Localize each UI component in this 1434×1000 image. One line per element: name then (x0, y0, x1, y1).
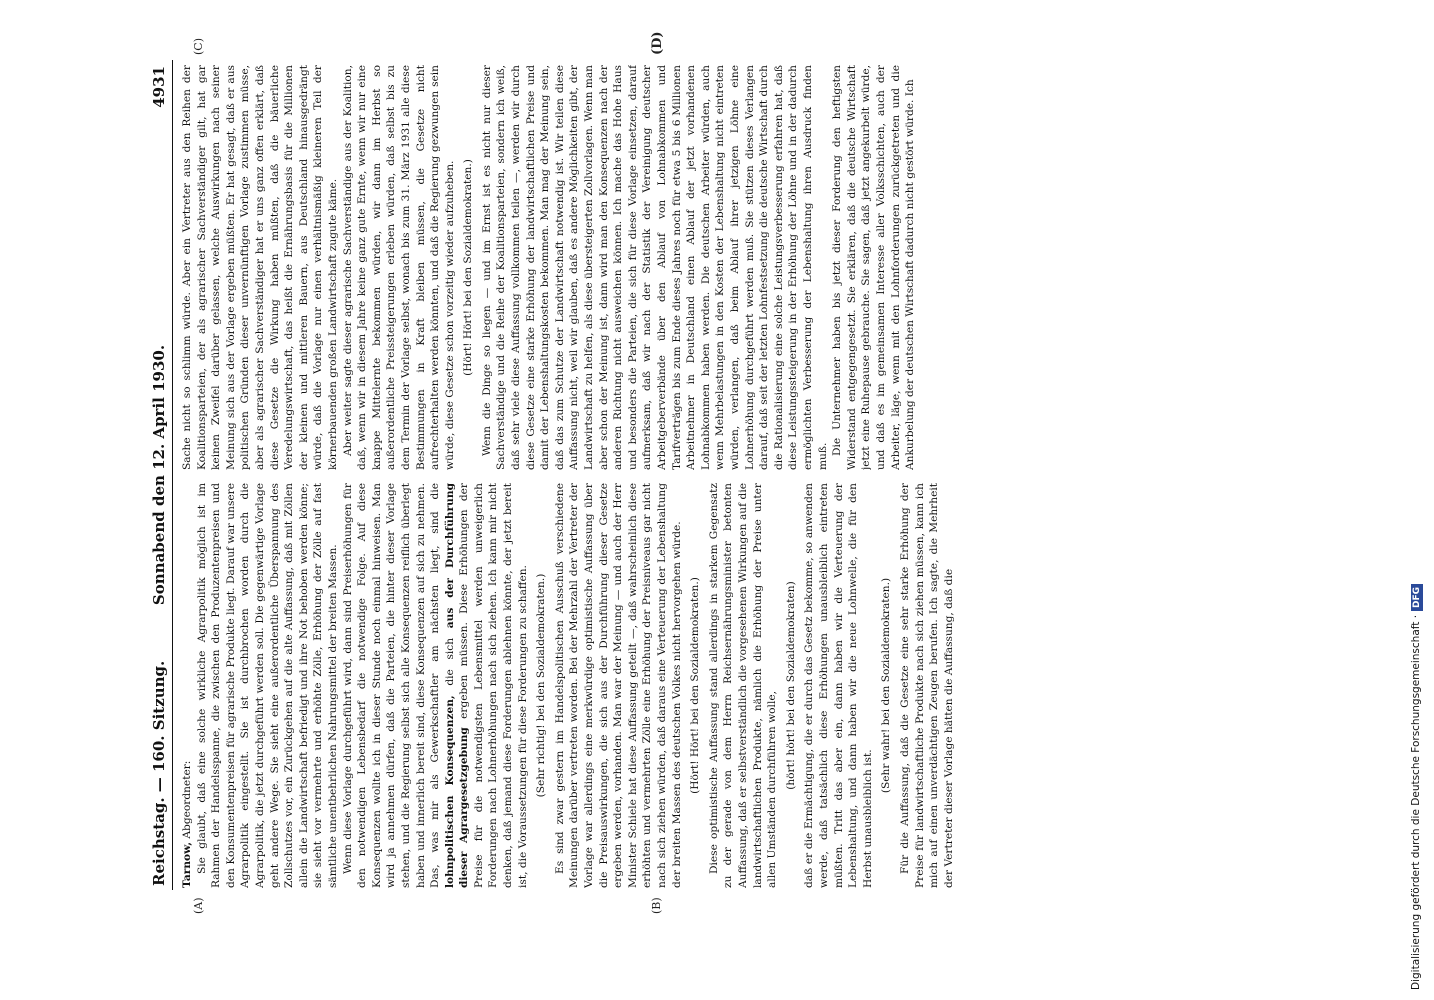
speaker-role: Abgeordneter: (181, 760, 193, 839)
margin-marker-b: (B) (650, 897, 663, 914)
paragraph: Sie glaubt, daß eine solche wirkliche Agrarpolitik möglich ist im Rahmen der Handelsspanne, die zwischen den Produzentenpreisen und den Konsumentenpreisen für agrarische Produkte liegt. Darauf war unsere Agrarpolitik eingestellt. Sie ist durchbrochen worden durch die Agrarpolitik, die jetzt durchgeführt werden soll. Die gegenwärtige Vorlage geht andere Wege. Sie sieht eine außerordentliche Überspannung des Zollschutzes vor, ein Zurückgehen auf die alte Auffassung, daß mit Zöllen allein die Landwirtschaft befriedigt und ihre Not behoben werden könne; sie sieht vor vermehrte und erhöhte Zölle, Erhöhung der Zölle auf fast sämtliche unentbehrlichen Nahrungsmittel der breiten Massen. (195, 483, 339, 888)
dfg-logo: DFG (1411, 584, 1423, 611)
text-run: die sich (443, 637, 456, 686)
header-session: Reichstag. — 160. Sitzung. (150, 660, 168, 886)
paragraph: Für die Auffassung, daß die Gesetze eine sehr starke Erhöhung der Preise für landwirtschaftliche Produkte nach sich ziehen müssen, kann ich mich auf einen unverdächtigen Zeugen berufen. Ich sagte, die Mehrheit der Vertreter dieser Vorlage hätten die Auffassung, daß die (898, 483, 955, 888)
paragraph (341, 483, 531, 888)
interjection: (hört! hört! bei den Sozialdemokraten) (784, 581, 797, 790)
page-number: 4931 (150, 66, 168, 108)
paragraph: Wenn die Dinge so liegen — und im Ernst ist es nicht nur dieser Sachverständige und die Reihe der Koalitionsparteien, sondern ich weiß, daß sehr viele diese Auffassung vollkommen teilen —, werden wir durch diese Gesetze eine starke Erhöhung der landwirtschaftlichen Preise und damit der Lebenshaltungskosten bekommen. Man mag der Meinung sein, daß das zum Schutze der Landwirtschaft notwendig ist. Wir teilen diese Auffassung nicht, weil wir glauben, daß es andere Möglichkeiten gibt, der Landwirtschaft zu helfen, als diese übersteigerten Zollvorlagen. Wenn man aber schon der Meinung ist, dann wird man den Konsequenzen nach der anderen Richtung nicht ausweichen können. Ich mache das Hohe Haus und besonders die Parteien, die sich für diese Vorlage einsetzen, darauf aufmerksam, daß wir nach der Statistik der Vereinigung deutscher Arbeitgeberverbände über den Ablauf von Lohnabkommen und Tarifverträgen bis zum Ende dieses Jahres noch für etwa 5 bis 6 Millionen Arbeitnehmer in Deutschland einen Ablauf der jetzt vorhandenen Lohnabkommen haben werden. Die deutschen Arbeiter würden, auch wenn Mehrbelastungen in den Kosten der Lebenshaltung nicht eintreten würden, verlangen, daß beim Ablauf ihrer jetzigen Löhne eine Lohnerhöhung durchgeführt werden muß. Sie stützen dieses Verlangen darauf, daß seit der letzten Lohnfestsetzung die deutsche Wirtschaft durch die Rationalisierung eine solche Leistungsverbesserung erfahren hat, daß diese Leistungssteigerung in der Erhöhung der Löhne und in der dadurch ermöglichten Verbesserung der Lebenshaltung ihren Ausdruck finden muß. (480, 65, 829, 470)
digitization-text: Digitalisierung gefördert durch die Deutsche Forschungsgemeinschaft · (1410, 614, 1422, 990)
paragraph: Aber weiter sagte dieser agrarische Sachverständige aus der Koalition, daß, wenn wir in diesem Jahre keine ganz gute Ernte, wenn wir nur eine knappe Mittelernte bekommen würden, wir dann im Herbst so außerordentliche Preissteigerungen erleben würden, daß selbst bis zu dem Termin der Vorlage selbst, wonach bis zum 31. März 1931 alle diese Bestimmungen in Kraft bleiben müssen, die Gesetze nicht aufrechterhalten werden könnten, und daß die Regierung gezwungen sein würde, diese Gesetze schon vorzeitig wieder aufzuheben. (341, 65, 456, 470)
rotated-document-page (30, 0, 1340, 1000)
right-column (180, 65, 1020, 470)
text-run: ergeben müssen. Diese Erhöhungen der Preise für die notwendigsten Lebensmittel werden unweigerlich Forderungen nach Lohnerhöhungen nach sich ziehen. Ich kann mir nicht denken, daß jemand diese Forderungen ablehnen könnte, der jetzt bereit ist, die Voraussetzungen für diese Forderungen zu schaffen. (458, 483, 529, 888)
paragraph: daß er die Ermächtigung, die er durch das Gesetz bekomme, so anwenden werde, daß tatsächlich diese Erhöhungen unausbleiblich eintreten müßten. Tritt das aber ein, dann haben wir die Verteuerung der Lebenshaltung, und dann haben wir die neue Lohnwelle, die für den Herbst unausbleiblich ist. (803, 483, 874, 888)
text-run: Wenn diese Vorlage durchgeführt wird, dann sind Preiserhöhungen für den notwendigen Lebensbedarf die notwendige Folge. Auf diese Konsequenzen wollte ich in dieser Stunde noch einmal hinweisen. Man wird ja annehmen dürfen, daß die Parteien, die hinter dieser Vorlage stehen, und die Regierung selbst sich alle Konsequenzen reiflich überlegt haben und innerlich bereit sind, diese Konsequenzen auf sich zu nehmen. Das, was mir als Gewerkschaftler am nächsten liegt, sind die (341, 483, 442, 888)
left-column (180, 483, 1020, 888)
speaker-name: Tarnow, (181, 841, 193, 888)
margin-marker-d: (D) (650, 31, 665, 55)
bold-phrase: lohnpolitischen Konsequenzen, (443, 695, 456, 888)
page-header (148, 60, 173, 890)
paragraph: Es sind zwar gestern im Handelspolitischen Ausschuß verschiedene Meinungen darüber vertreten worden. Bei der Mehrzahl der Vertreter der Vorlage war allerdings eine merkwürdige optimistische Auffassung über die Preisauswirkungen, die sich aus der Durchführung dieser Gesetze ergeben werden, vorhanden. Man war der Meinung — und auch der Herr Minister Schiele hat diese Auffassung geteilt —, daß wahrscheinlich diese erhöhten und vermehrten Zölle eine Erhöhung der Preisniveaus gar nicht nach sich ziehen würden, daß daraus eine Verteuerung der Lebenshaltung der breiten Massen des deutschen Volkes nicht hervorgehen würde. (553, 483, 683, 888)
header-date: Sonnabend den 12. April 1930. (150, 344, 168, 606)
interjection: (Hört! Hört! bei den Sozialdemokraten.) (462, 159, 475, 376)
margin-marker-a: (A) (192, 897, 205, 914)
bold-phrase: aus der Durchführung dieser Agrargesetzgebung (443, 483, 471, 888)
digitization-note (1408, 10, 1428, 990)
paragraph: Die Unternehmer haben bis jetzt dieser Forderung den heftigsten Widerstand entgegengesetzt. Sie erklären, daß die deutsche Wirtschaft jetzt eine Ruhepause gebrauche. Sie sagen, daß jetzt angekurbelt würde, und daß es im gemeinsamen Interesse aller Volksschichten, auch der Arbeiter, läge, wenn mit den Lohnforderungen zurückgetreten und die Ankurbelung der deutschen Wirtschaft dadurch nicht gestört würde. Ich (831, 65, 917, 470)
interjection: (Sehr wahr! bei den Sozialdemokraten.) (880, 577, 893, 794)
interjection: (Hört! Hört! bei den Sozialdemokraten.) (689, 577, 702, 794)
speaker-line (180, 483, 195, 888)
paragraph: Diese optimistische Auffassung stand allerdings in starkem Gegensatz zu der gerade von dem Herrn Reichsernährungsminister betonten Auffassung, daß er selbstverständlich die vorgesehenen Wirkungen auf die landwirtschaftlichen Produkte, nämlich die Erhöhung der Preise unter allen Umständen durchführen wolle, (707, 483, 779, 888)
paragraph: Sache nicht so schlimm würde. Aber ein Vertreter aus den Reihen der Koalitionsparteien, der als agrarischer Sachverständiger gilt, hat gar keinen Zweifel darüber gelassen, welche Auswirkungen nach seiner Meinung sich aus der Vorlage ergeben müßten. Er hat gesagt, daß er aus politischen Gründen dieser unvernünftigen Vorlage zustimmen müsse, aber als agrarischer Sachverständiger hat er uns ganz offen erklärt, daß diese Gesetze die Wirkung haben müßten, daß die bäuerliche Veredelungswirtschaft, das heißt die Ernährungsbasis für die Millionen der kleinen und mittleren Bauern, aus Deutschland hinausgedrängt würde, daß die Vorlage nur einen verhältnismäßig kleineren Teil der körnerbauenden großen Landwirtschaft zugute käme. (181, 65, 339, 470)
interjection: (Sehr richtig! bei den Sozialdemokraten.) (535, 573, 548, 798)
margin-marker-c: (C) (192, 38, 205, 55)
